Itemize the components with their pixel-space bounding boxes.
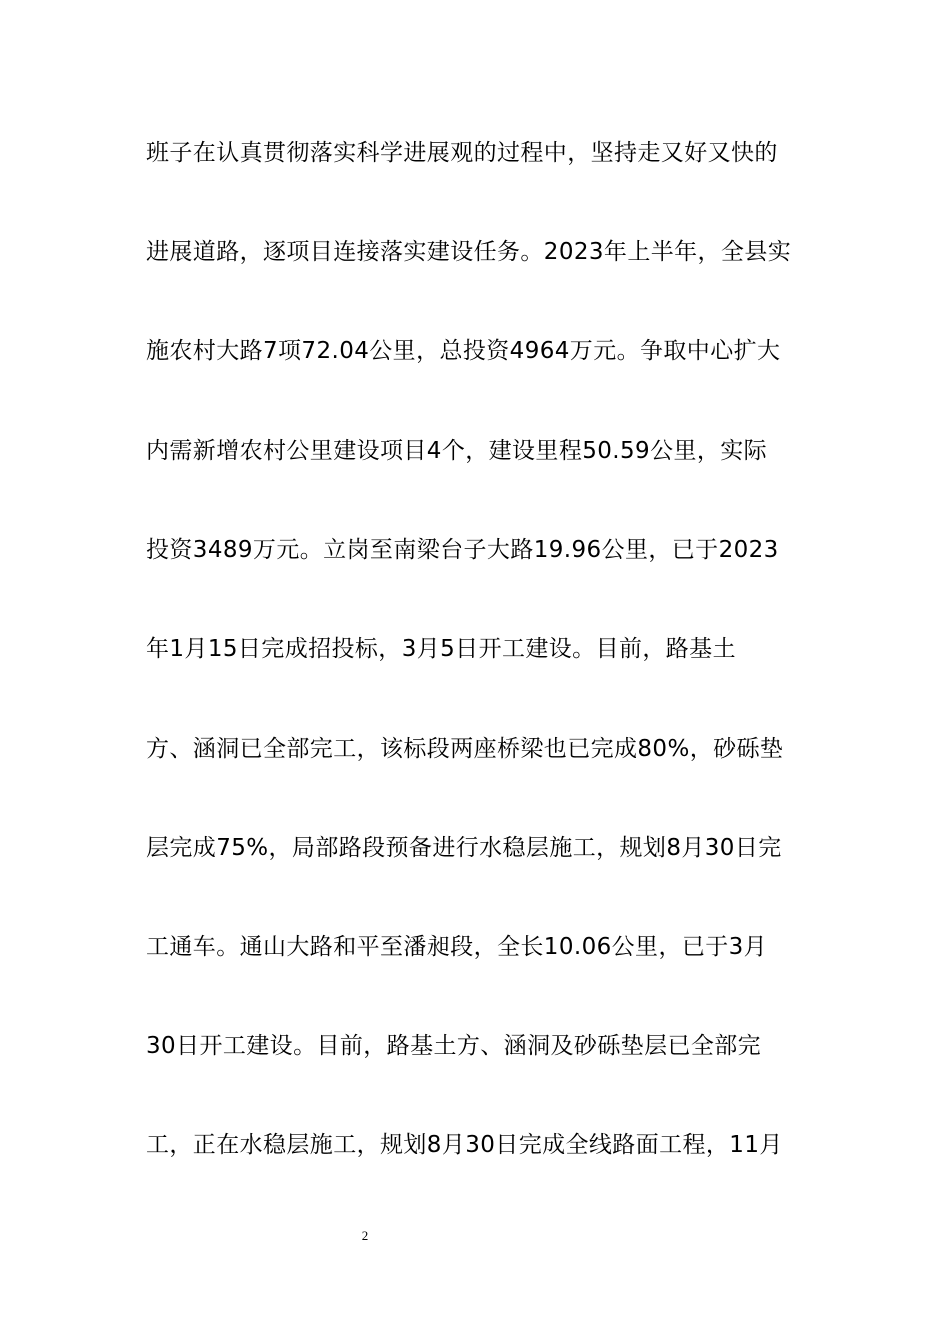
page-number: 2 bbox=[361, 1228, 369, 1243]
text-line-10: 30日开工建设。目前，路基土方、涵洞及砂砾垫层已全部完 bbox=[146, 1033, 762, 1059]
text-line-6: 年1月15日完成招投标，3月5日开工建设。目前，路基土 bbox=[146, 636, 736, 662]
text-line-7: 方、涵洞已全部完工，该标段两座桥梁也已完成80%，砂砾垫 bbox=[146, 736, 784, 762]
text-line-5: 投资3489万元。立岗至南梁台子大路19.96公里，已于2023 bbox=[146, 537, 779, 563]
text-line-1: 班子在认真贯彻落实科学进展观的过程中，坚持走又好又快的 bbox=[146, 140, 778, 166]
text-line-9: 工通车。通山大路和平至潘昶段，全长10.06公里，已于3月 bbox=[146, 934, 768, 960]
text-line-3: 施农村大路7项72.04公里，总投资4964万元。争取中心扩大 bbox=[146, 338, 781, 364]
text-line-11: 工，正在水稳层施工，规划8月30日完成全线路面工程，11月 bbox=[146, 1132, 783, 1158]
text-line-2: 进展道路，逐项目连接落实建设任务。2023年上半年，全县实 bbox=[146, 239, 792, 265]
text-line-4: 内需新增农村公里建设项目4个，建设里程50.59公里，实际 bbox=[146, 438, 768, 464]
text-line-8: 层完成75%，局部路段预备进行水稳层施工，规划8月30日完 bbox=[146, 835, 782, 861]
